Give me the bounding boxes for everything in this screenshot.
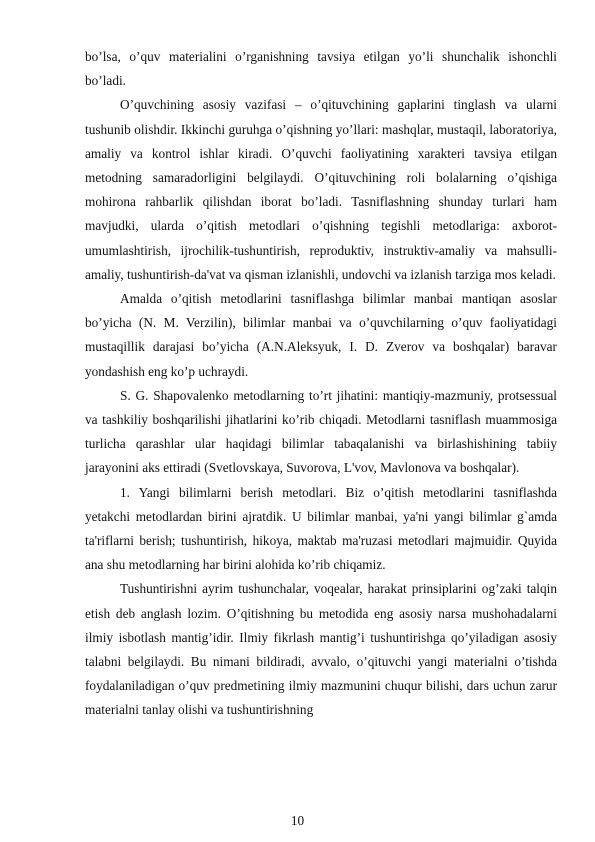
paragraph-explanation: Tushuntirishni ayrim tushunchalar, voqealar, harakat prinsiplarini og’zaki talqin etish deb anglash lozim. O’qitishning bu metodida eng asosiy narsa mushohadalarni ilmiy isbotlash mantig’idir. Ilmiy fikrlash mantig’i tushuntirishga qo’yiladigan asosiy talabni belgilaydi. Bu nimani bildiradi, avvalo, o’qituvchi yangi materialni o’tishda foydalaniladigan o’quv predmetining ilmiy mazmunini chuqur bilishi, dars uchun zarur materialni tanlay olishi va tushuntirishning (85, 581, 557, 718)
paragraph-continuation: bo’lsa, o’quv materialini o’rganishning tavsiya etilgan yo’li shunchalik ishonchli bo’ladi. (85, 49, 557, 89)
page-body (85, 45, 557, 723)
paragraph-shapovalenko: S. G. Shapovalenko metodlarning to’rt jihatini: mantiqiy-mazmuniy, protsessual va tashkiliy boshqarilishi jihatlarini ko’rib chiqadi. Metodlarni tasniflash muammosiga turlicha qarashlar ular haqidagi bilimlar tabaqalanishi va birlashishining tabiiy jarayonini aks ettiradi (Svetlovskaya, Suvorova, L'vov, Mavlonova va boshqalar). (85, 387, 557, 476)
paragraph-student-task: O’quvchining asosiy vazifasi – o’qituvchining gaplarini tinglash va ularni tushunib olishdir. Ikkinchi guruhga o’qishning yo’llari: mashqlar, mustaqil, laboratoriya, amaliy va kontrol ishlar kiradi. O’quvchi faoliyatining xarakteri tavsiya etilgan metodning samaradorligini belgilaydi. O’qituvchining roli bolalarning o’qishiga mohirona rahbarlik qilishdan iborat bo’ladi. Tasniflashning shunday turlari ham mavjudki, ularda o’qitish metodlari o’qishning tegishli metodlariga: axborot-umumlashtirish, ijrochilik-tushuntirish, reproduktiv, instruktiv-amaliy va mahsulli-amaliy, tushuntirish-da'vat va qisman izlanishli, undovchi va izlanish tarziga mos keladi. (85, 97, 557, 282)
paragraph-classification-practice: Amalda o’qitish metodlarini tasniflashga bilimlar manbai mantiqan asoslar bo’yicha (N. M. Verzilin), bilimlar manbai va o’quvchilarning o’quv faoliyatidagi mustaqillik darajasi bo’yicha (A.N.Aleksyuk, I. D. Zverov va boshqalar) baravar yondashish eng ko’p uchraydi. (85, 291, 557, 379)
page-number: 10 (290, 813, 305, 828)
paragraph-new-knowledge-methods: 1. Yangi bilimlarni berish metodlari. Biz o’qitish metodlarini tasniflashda yetakchi metodlardan birini ajratdik. U bilimlar manbai, ya'ni yangi bilimlar g`amda ta'riflarni berish; tushuntirish, hikoya, maktab ma'ruzasi metodlari majmuidir. Quyida ana shu metodlarning har birini alohida ko’rib chiqamiz. (85, 484, 557, 573)
